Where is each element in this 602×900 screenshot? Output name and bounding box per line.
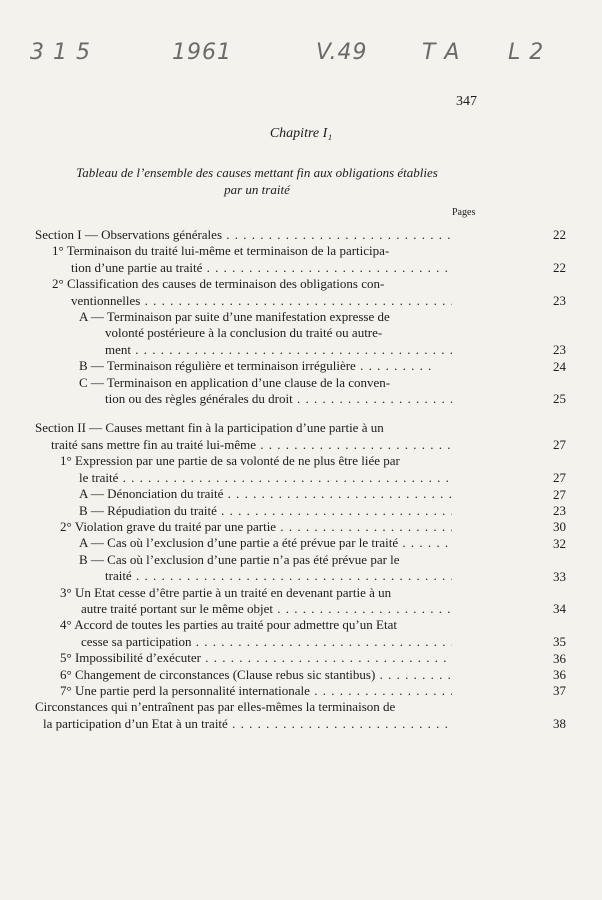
toc-entry-line: B — Répudiation du traité . . . [79, 503, 452, 519]
toc-entry-line: le traité . . . [60, 470, 452, 486]
toc-entry [0, 276, 566, 309]
chapter-heading: Chapitre I₁ [269, 126, 333, 141]
toc-entry [0, 358, 566, 374]
toc-entry-line: 2° Violation grave du traité par une partie . . . [60, 519, 452, 535]
annotation-1: 3 1 5 [30, 40, 91, 65]
toc-page-number: 22 [553, 260, 566, 276]
page-title [30, 164, 484, 198]
toc-entry-line: C — Terminaison en application d’une clause de la conven- [79, 374, 391, 390]
toc-page-number: 36 [553, 666, 566, 682]
annotation-4: T A [422, 40, 461, 65]
toc-entry-line: traité . . . [79, 568, 452, 584]
toc-entry [0, 375, 566, 408]
toc-entry-line: 5° Impossibilité d’exécuter . . . [60, 650, 452, 666]
toc-entry [0, 519, 566, 535]
toc-entry [0, 420, 566, 453]
toc-entry-line: volonté postérieure à la conclusion du traité ou autre- [105, 325, 383, 341]
title-line-2: par un traité [224, 182, 290, 197]
toc-entry [0, 535, 566, 551]
toc-page-number: 27 [553, 437, 566, 453]
toc-page-number: 36 [553, 650, 566, 666]
toc-entry-line: A — Cas où l’exclusion d’une partie a été prévue par le traité . . . [79, 535, 452, 551]
toc-entry [0, 699, 566, 732]
toc-entry-line: 2° Classification des causes de terminaison des obligations con- [52, 276, 385, 292]
toc-entry [0, 453, 566, 486]
toc-entry-line: ventionnelles . . . [52, 293, 452, 309]
toc-entry-line: Section II — Causes mettant fin à la participation d’une partie à un [35, 420, 384, 436]
toc-entry-line: la participation d’un Etat à un traité . . . [35, 716, 452, 732]
toc-entry-line: Section I — Observations générales . . . [35, 227, 450, 243]
toc-entry [0, 486, 566, 502]
toc-entry-line: autre traité portant sur le même objet . . . [60, 601, 452, 617]
toc-entry [0, 243, 566, 276]
toc-entry [0, 552, 566, 585]
toc-entry [0, 683, 566, 699]
toc-page-number: 34 [553, 601, 566, 617]
toc-entry [0, 503, 566, 519]
toc-entry-line: 4° Accord de toutes les parties au traité pour admettre qu’un Etat [60, 617, 397, 633]
toc-entry-line: tion ou des règles générales du droit . . . [79, 391, 452, 407]
toc-entry-line: A — Dénonciation du traité . . . [79, 486, 452, 502]
toc-page-number: 24 [553, 358, 566, 374]
toc-entry-line: Circonstances qui n’entraînent pas par elles-mêmes la terminaison de [35, 699, 396, 715]
toc-entry [0, 667, 566, 683]
toc-page-number: 22 [553, 227, 566, 243]
toc-entry-line: cesse sa participation . . . [60, 634, 452, 650]
toc-page-number: 23 [553, 502, 566, 518]
toc-page-number: 32 [553, 535, 566, 551]
toc-page-number: 35 [553, 634, 566, 650]
toc-page-number: 33 [553, 568, 566, 584]
title-line-1: Tableau de l’ensemble des causes mettant fin aux obligations établies [76, 165, 438, 180]
toc-page-number: 27 [553, 470, 566, 486]
toc-page-number: 25 [553, 391, 566, 407]
toc-entry-line: ment . . . [79, 342, 452, 358]
toc-entry-line: 1° Terminaison du traité lui-même et terminaison de la participa- [52, 243, 390, 259]
toc-page-number: 23 [553, 342, 566, 358]
toc-entry-line: B — Cas où l’exclusion d’une partie n’a pas été prévue par le [79, 551, 400, 567]
toc-entry-line: B — Terminaison régulière et terminaison irrégulière . . . [79, 358, 437, 374]
toc-page-number: 38 [553, 716, 566, 732]
pages-column-header: Pages [452, 207, 476, 218]
toc-entry-line: tion d’une partie au traité . . . [52, 260, 452, 276]
handwritten-annotations [0, 40, 602, 80]
toc-entry-line: 7° Une partie perd la personnalité internationale . . . [60, 683, 452, 699]
toc-entry-line: traité sans mettre fin au traité lui-même . . . [35, 437, 452, 453]
toc-page-number: 37 [553, 683, 566, 699]
toc-entry-line: 3° Un Etat cesse d’être partie à un traité en devenant partie à un [60, 584, 392, 600]
annotation-2: 1961 [172, 40, 232, 65]
toc-page-number: 30 [553, 519, 566, 535]
page-number: 347 [456, 94, 477, 109]
annotation-3: V.49 [316, 40, 368, 65]
toc-entry-line: 6° Changement de circonstances (Clause rebus sic stantibus) . . . [60, 667, 452, 683]
toc-entry [0, 585, 566, 618]
toc-entry [0, 617, 566, 650]
table-of-contents [0, 227, 602, 732]
toc-entry [0, 227, 566, 243]
toc-page-number: 27 [553, 486, 566, 502]
annotation-5: L 2 [508, 40, 545, 65]
toc-entry-line: A — Terminaison par suite d’une manifestation expresse de [79, 309, 390, 325]
toc-entry [0, 650, 566, 666]
toc-entry [0, 309, 566, 358]
toc-page-number: 23 [553, 293, 566, 309]
toc-entry-line: 1° Expression par une partie de sa volonté de ne plus être liée par [60, 453, 400, 469]
